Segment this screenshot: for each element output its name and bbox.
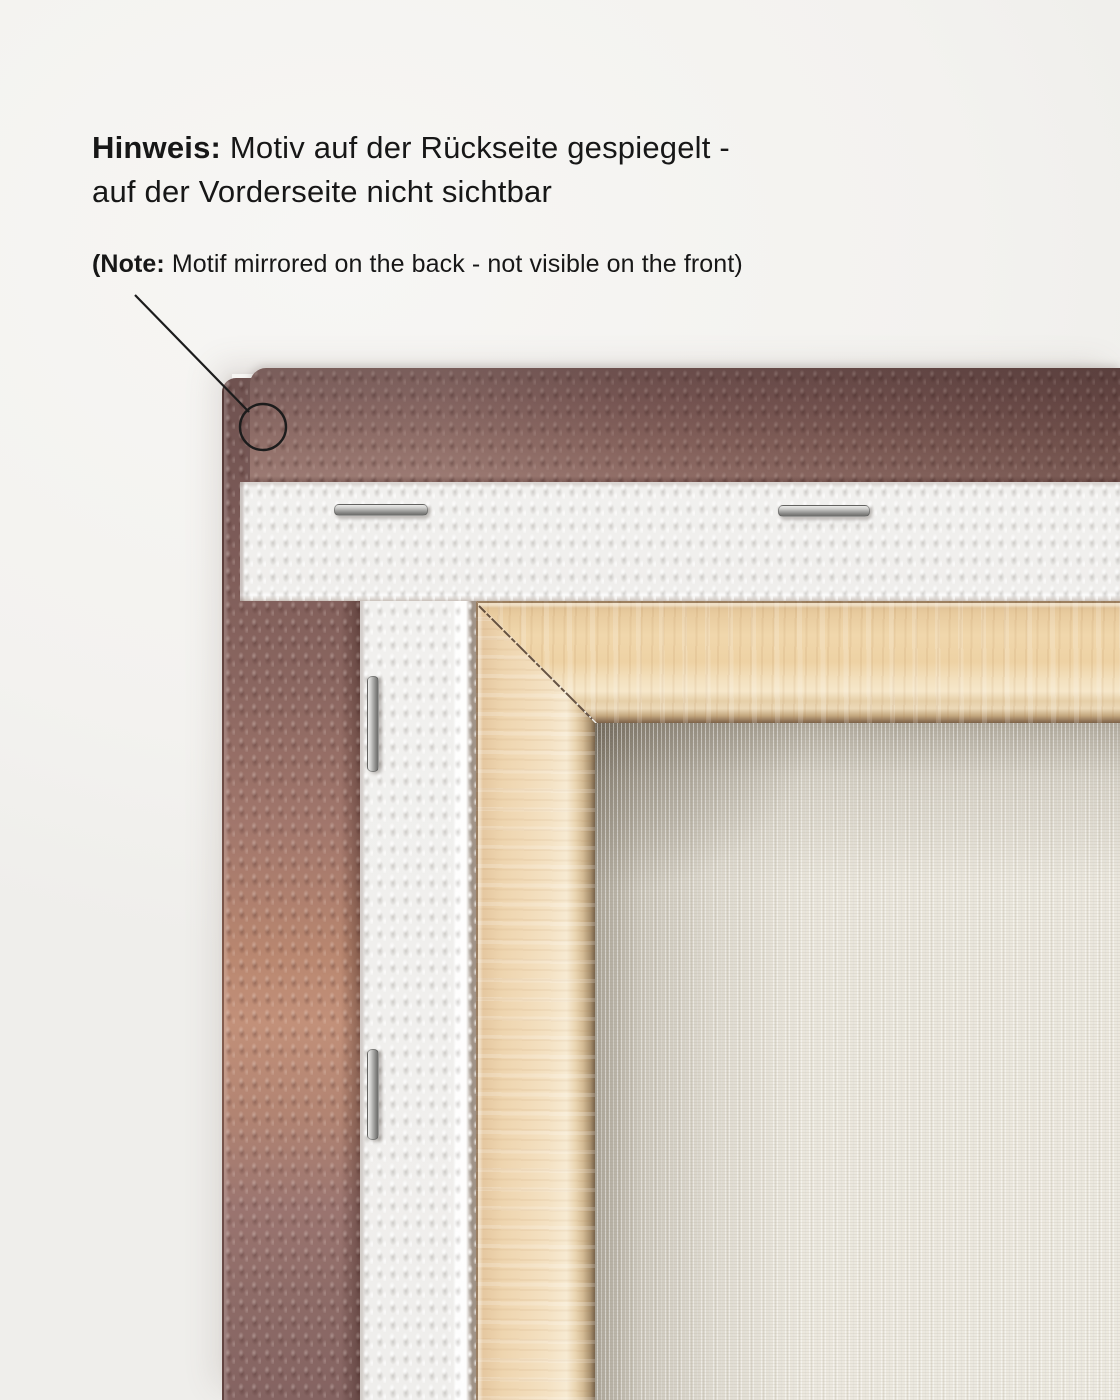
staple-left-lower <box>367 1049 379 1140</box>
staple-top-right <box>778 505 870 517</box>
canvas-inner-back <box>595 723 1120 1400</box>
note-german-line2: auf der Vorderseite nicht sichtbar <box>92 174 552 209</box>
note-german <box>92 126 882 214</box>
note-english-label: (Note: <box>92 250 165 278</box>
note-german-line1: Hinweis: Motiv auf der Rückseite gespiegelt - <box>92 130 730 165</box>
staple-top-left <box>334 504 428 516</box>
stretcher-bar-left <box>476 601 595 1400</box>
mirrored-motif-band-top <box>250 368 1120 483</box>
staple-left-upper <box>367 676 379 772</box>
note-german-label: Hinweis: <box>92 130 222 165</box>
note-english: (Note: Motif mirrored on the back - not visible on the front) <box>92 250 743 278</box>
canvas-margin-top <box>240 482 1120 601</box>
annotation-notes <box>92 126 882 281</box>
